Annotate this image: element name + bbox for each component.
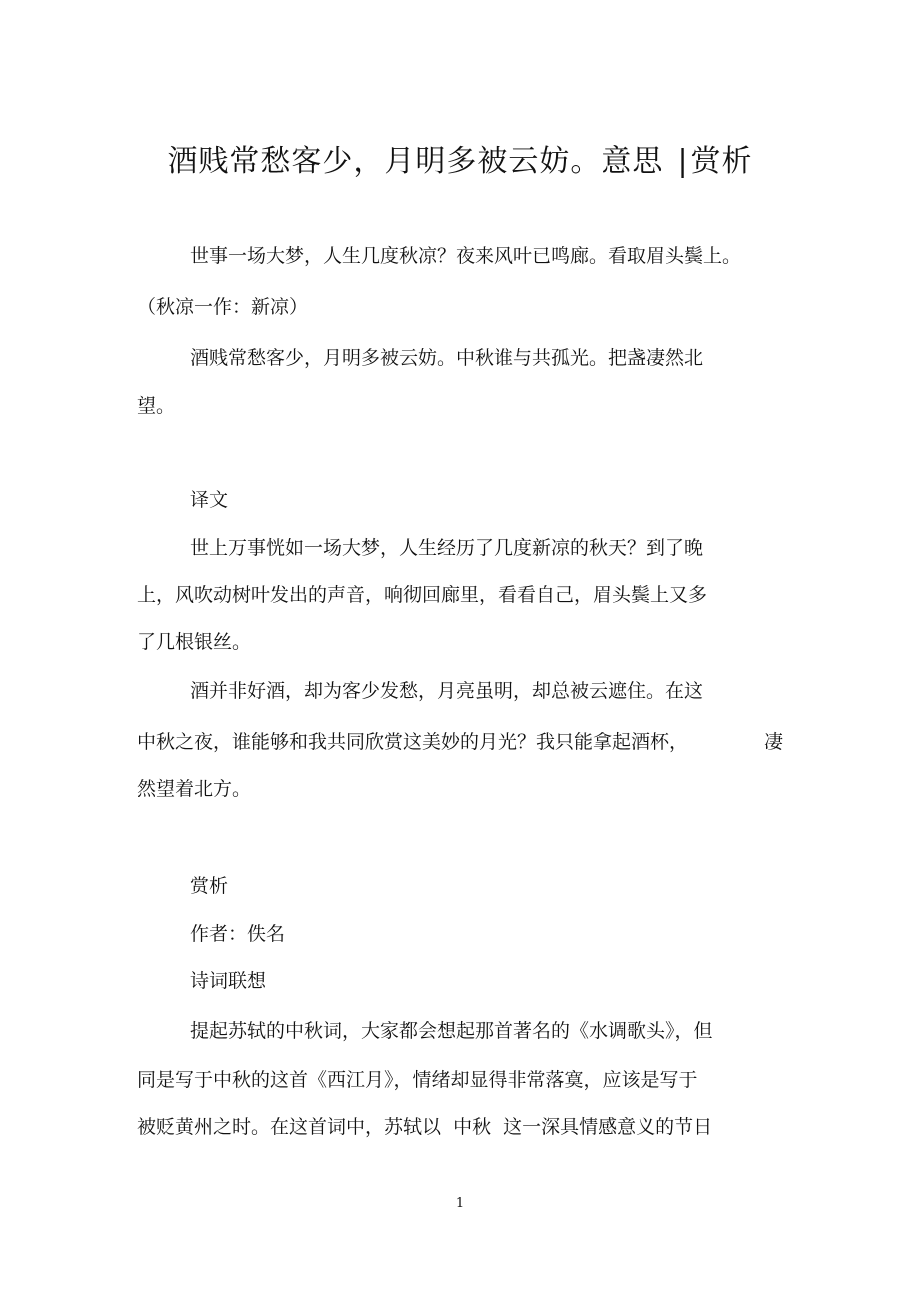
translation-heading: 译文 xyxy=(190,489,229,511)
translation-p1-line-1: 世上万事恍如一场大梦，人生经历了几度新凉的秋天？到了晚 xyxy=(190,537,704,559)
title-tail: 赏析 xyxy=(690,144,753,179)
appreciation-p1-line-2: 同是写于中秋的这首《西江月》，情绪却显得非常落寞，应该是写于 xyxy=(137,1069,698,1091)
poem-line-3: 酒贱常愁客少，月明多被云妨。中秋谁与共孤光。把盏凄然北 xyxy=(190,347,704,369)
appreciation-p1-line-1: 提起苏轼的中秋词，大家都会想起那首著名的《水调歌头》，但 xyxy=(190,1020,713,1042)
translation-p2-line-1: 酒并非好酒，却为客少发愁，月亮虽明，却总被云遮住。在这 xyxy=(190,680,704,702)
translation-p1-line-3: 了几根银丝。 xyxy=(137,631,252,653)
appreciation-p1-line-3: 被贬黄州之时。在这首词中，苏轼以 中秋 这一深具情感意义的节日 xyxy=(137,1116,713,1138)
translation-p2-line-3: 然望着北方。 xyxy=(137,778,252,800)
author-line: 作者：佚名 xyxy=(190,923,286,945)
poem-line-2: （秋凉一作：新凉） xyxy=(137,296,309,318)
poem-line-4: 望。 xyxy=(137,395,176,417)
translation-p2-line-2-tail: 凄 xyxy=(764,731,784,753)
page-number: 1 xyxy=(455,1196,465,1211)
title-separator: | xyxy=(677,144,689,179)
appreciation-heading: 赏析 xyxy=(190,875,229,897)
translation-p2-line-2-main: 中秋之夜，谁能够和我共同欣赏这美妙的月光？我只能拿起酒杯， xyxy=(137,731,689,753)
title-main: 酒贱常愁客少，月明多被云妨。意思 xyxy=(167,144,664,179)
translation-p1-line-2: 上，风吹动树叶发出的声音，响彻回廊里，看看自己，眉头鬓上又多 xyxy=(137,584,708,606)
page-title xyxy=(0,136,920,180)
poem-line-1: 世事一场大梦，人生几度秋凉？夜来风叶已鸣廊。看取眉头鬓上。 xyxy=(190,245,742,267)
association-heading: 诗词联想 xyxy=(190,970,267,992)
translation-p2-line-2 xyxy=(137,730,688,754)
